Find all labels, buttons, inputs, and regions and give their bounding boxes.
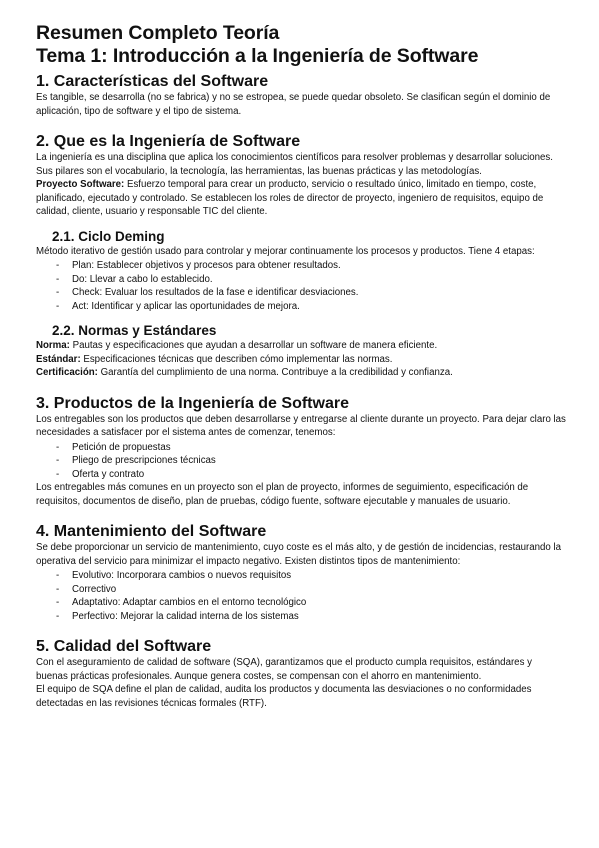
section-normas (36, 323, 566, 380)
estandar-definition (36, 353, 566, 367)
section-caracteristicas (36, 72, 566, 118)
list-item: - Check: Evaluar los resultados de la fase e identificar desviaciones. (36, 286, 566, 300)
section-heading: 1. Características del Software (36, 73, 269, 90)
section-paragraph: Se debe proporcionar un servicio de mantenimiento, cuyo coste es el más alto, y de gestión de incidencias, restaurando la operativa del servicio para minimizar el impacto negativo. Existen distintos tipos de mantenimiento: (36, 542, 562, 567)
deming-list (36, 259, 566, 313)
title-line-1: Resumen Completo Teoría (36, 22, 280, 44)
section-paragraph: El equipo de SQA define el plan de calidad, audita los productos y documenta las desviaciones o no conformidades detectadas en las revisiones técnicas formales (RTF). (36, 684, 532, 709)
list-item: - Evolutivo: Incorporara cambios o nuevos requisitos (36, 569, 566, 583)
section-heading: 2. Que es la Ingeniería de Software (36, 133, 301, 150)
list-item: - Pliego de prescripciones técnicas (36, 454, 566, 468)
list-item: - Correctivo (36, 583, 566, 597)
section-que-es (36, 132, 566, 219)
section-paragraph: Con el aseguramiento de calidad de software (SQA), garantizamos que el producto cumpla requisitos, estándares y buenas prácticas profesionales. Aunque genera costes, se compensan con el ahorro en mantenimiento. (36, 657, 532, 682)
term-text: Pautas y especificaciones que ayudan a desarrollar un software de manera eficiente. (69, 340, 438, 351)
section-heading: 3. Productos de la Ingeniería de Software (36, 394, 349, 412)
list-item: - Petición de propuestas (36, 441, 566, 455)
list-item: - Oferta y contrato (36, 468, 566, 482)
proyecto-software-definition (36, 178, 566, 219)
section-paragraph: Es tangible, se desarrolla (no se fabrica) y no se estropea, se puede quedar obsoleto. Se clasifican según el dominio de aplicación, tipo de software y el tipo de sistema. (36, 92, 551, 117)
term-text: Especificaciones técnicas que describen cómo implementar las normas. (80, 353, 393, 365)
section-calidad (36, 637, 566, 710)
term-text: Esfuerzo temporal para crear un producto, servicio o resultado único, limitado en tiempo, coste, planificado, ejecutado y controlado. Se establecen los roles de director de proyecto, ingeniero de requisitos, equipo de calidad, cliente, usuario y responsable TIC del cliente. (36, 179, 544, 217)
section-paragraph: Método iterativo de gestión usado para controlar y mejorar continuamente los procesos y productos. Tiene 4 etapas: (36, 245, 535, 257)
document-title (36, 22, 566, 68)
term-label: Certificación: (36, 367, 98, 378)
document-page (36, 22, 566, 710)
section-paragraph: La ingeniería es una disciplina que aplica los conocimientos científicos para resolver problemas y desarrollar soluciones. Sus pilares son el vocabulario, la tecnología, las herramientas, las buenas prácticas y las metodologías. (36, 152, 553, 177)
section-mantenimiento (36, 522, 566, 623)
section-ciclo-deming (36, 229, 566, 314)
subsection-heading: 2.1. Ciclo Deming (52, 228, 165, 244)
section-heading: 4. Mantenimiento del Software (36, 523, 267, 540)
list-item: - Plan: Establecer objetivos y procesos para obtener resultados. (36, 259, 566, 273)
section-paragraph: Los entregables son los productos que deben desarrollarse y entregarse al cliente durante un proyecto. Para dejar claro las necesidades a satisfacer por el sistema antes de comenzar, tenemos: (36, 413, 566, 438)
list-item: - Act: Identificar y aplicar las oportunidades de mejora. (36, 300, 566, 314)
certificacion-definition (36, 366, 566, 380)
productos-list (36, 441, 566, 482)
mantenimiento-list (36, 569, 566, 623)
list-item: - Perfectivo: Mejorar la calidad interna de los sistemas (36, 610, 566, 624)
list-item: - Adaptativo: Adaptar cambios en el entorno tecnológico (36, 596, 566, 610)
term-text: Garantía del cumplimiento de una norma. Contribuye a la credibilidad y confianza. (97, 367, 453, 378)
section-heading: 5. Calidad del Software (36, 638, 212, 655)
term-label: Norma: (36, 340, 70, 351)
term-label: Estándar: (36, 353, 81, 365)
norma-definition (36, 339, 566, 353)
title-line-2: Tema 1: Introducción a la Ingeniería de Software (36, 45, 479, 67)
subsection-heading: 2.2. Normas y Estándares (52, 323, 217, 338)
list-item: - Do: Llevar a cabo lo establecido. (36, 273, 566, 287)
section-paragraph: Los entregables más comunes en un proyecto son el plan de proyecto, informes de seguimiento, especificación de requisitos, documentos de diseño, plan de pruebas, código fuente, software ejecutable y manuales de usuario. (36, 482, 529, 507)
section-productos (36, 394, 566, 509)
term-label: Proyecto Software: (36, 179, 125, 190)
